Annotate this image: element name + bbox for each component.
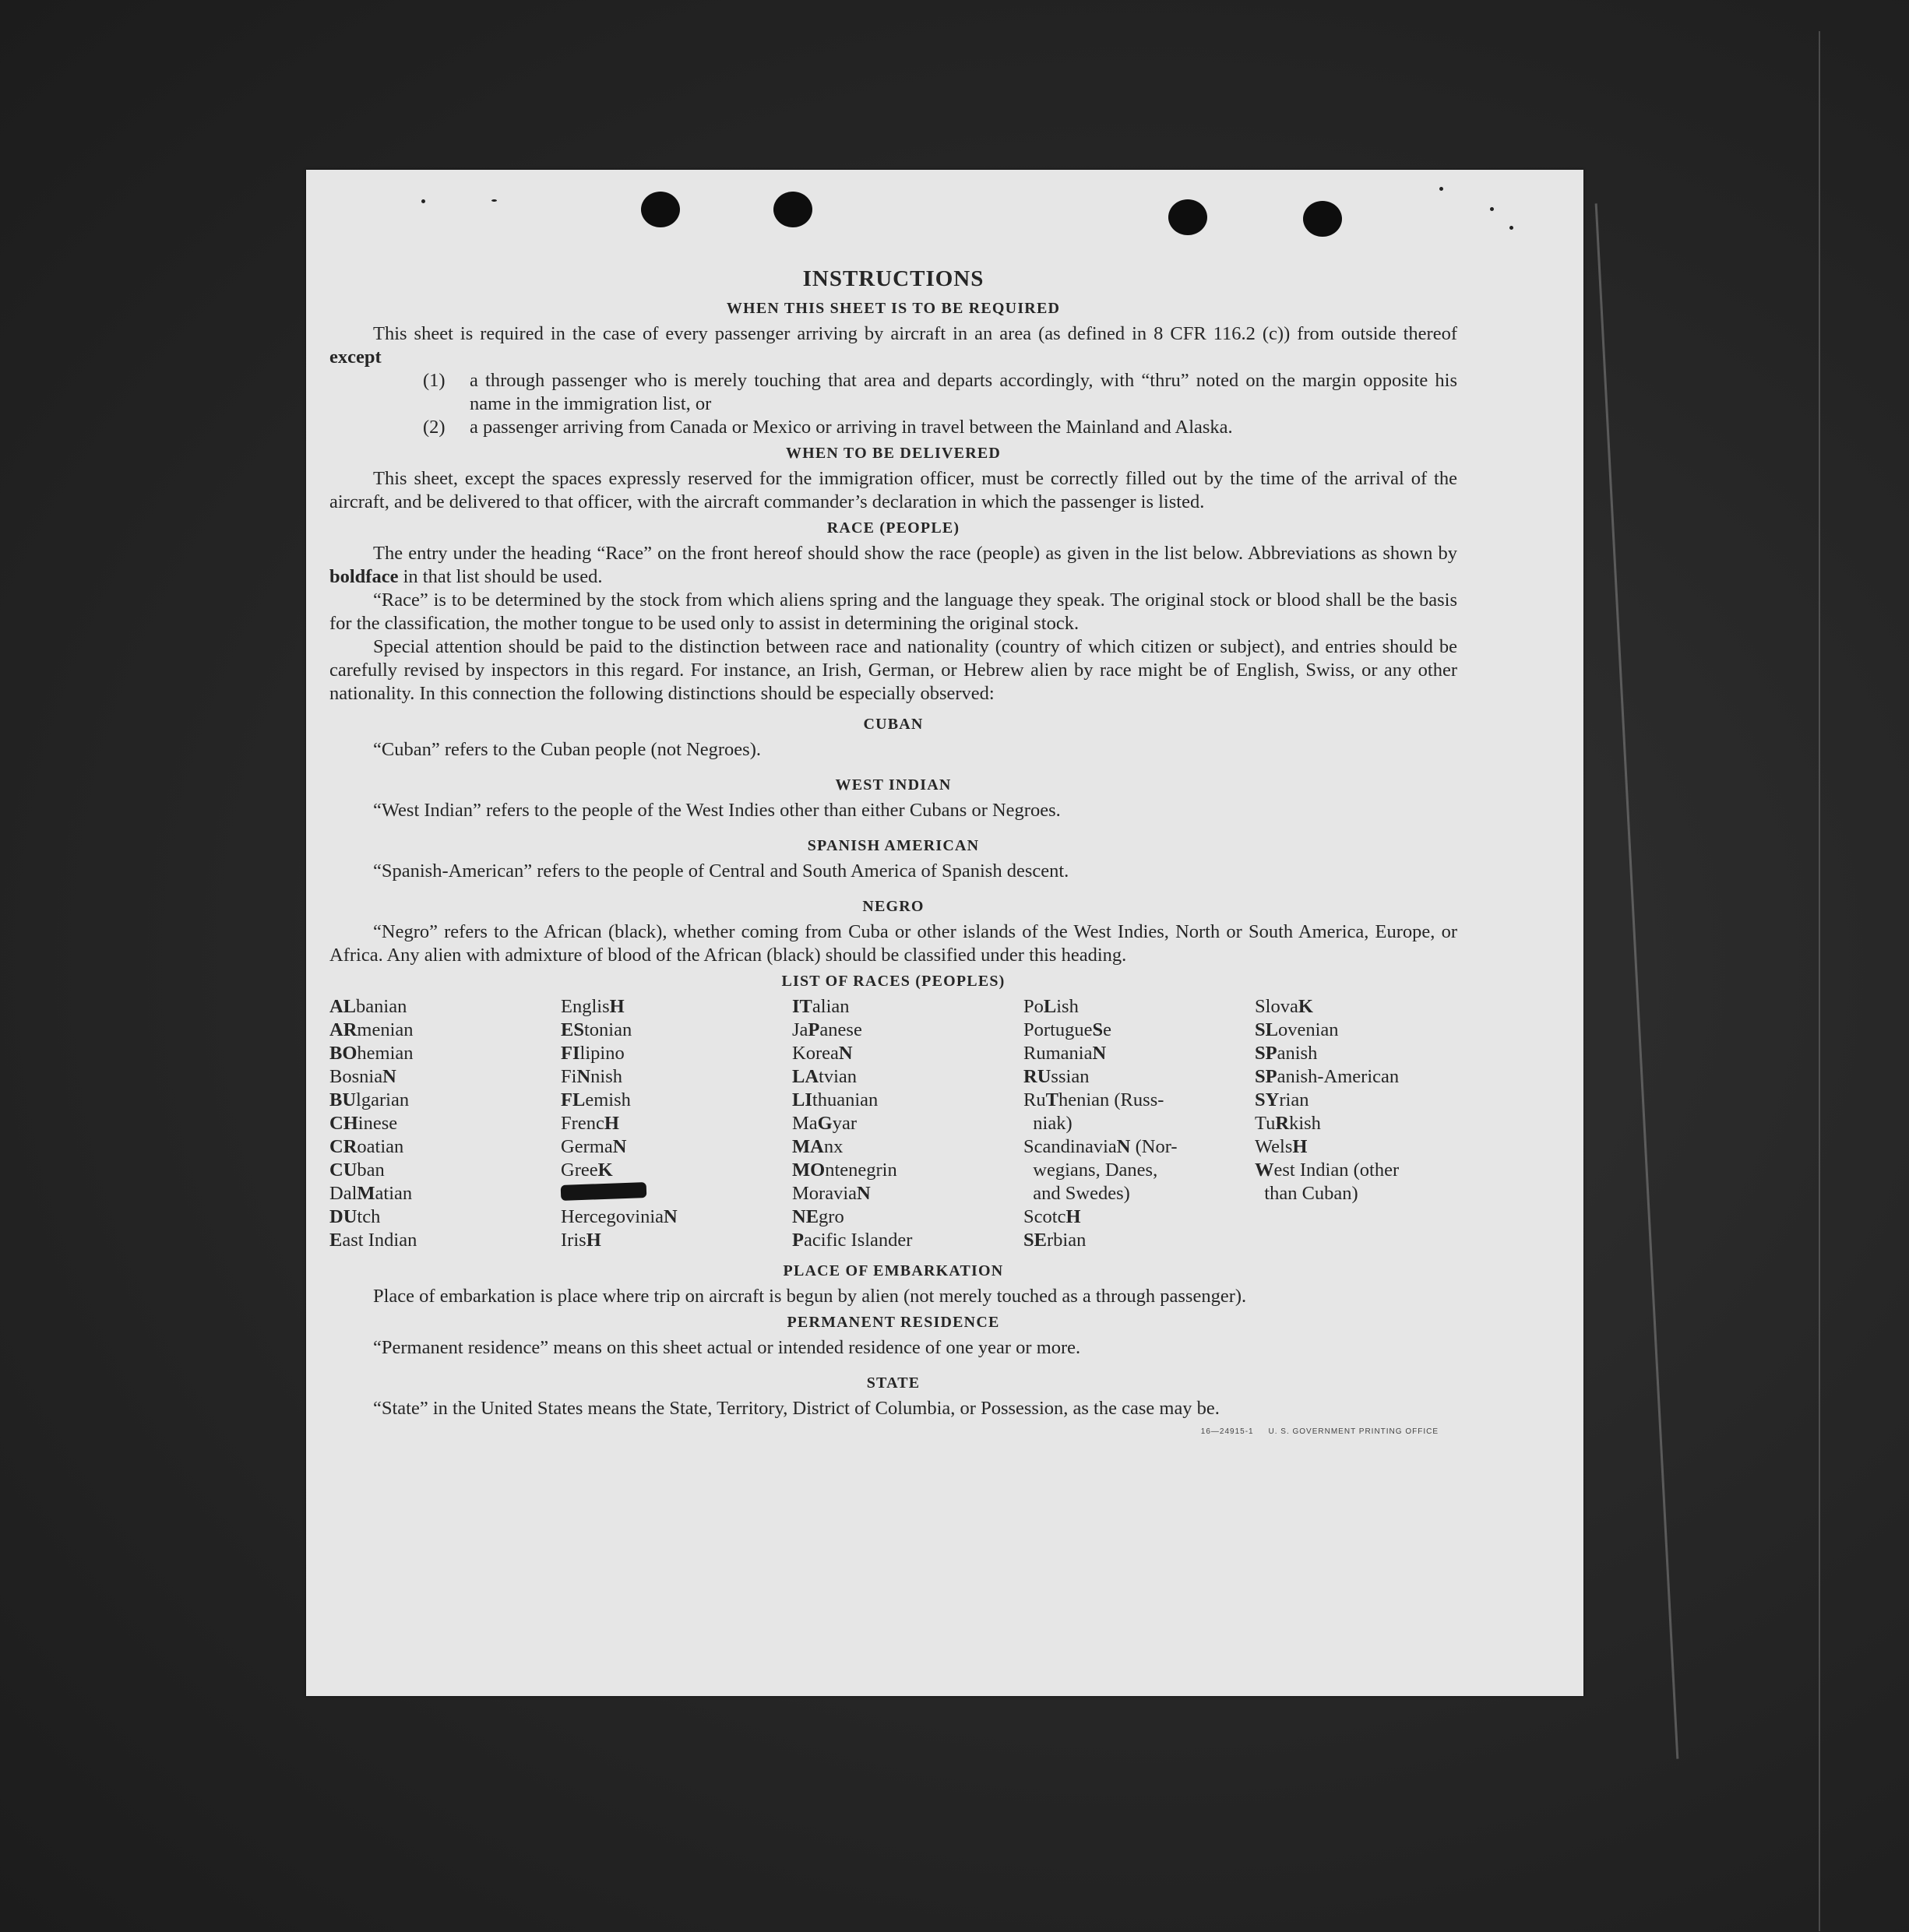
instruction-sheet <box>306 170 1583 1696</box>
races-column <box>1255 995 1486 1252</box>
west-indian-text: “West Indian” refers to the people of the West Indies other than either Cubans or Negroes. <box>373 800 1061 821</box>
heading-race: RACE (PEOPLE) <box>826 519 960 537</box>
race-entry: KoreaN <box>792 1043 853 1064</box>
race-entry: CUban <box>329 1160 385 1181</box>
embarkation-text: Place of embarkation is place where trip on aircraft is begun by alien (not merely touched as a through passenger). <box>373 1286 1247 1307</box>
race-entry: LIthuanian <box>792 1089 879 1110</box>
race-entry: WelsH <box>1255 1136 1308 1157</box>
heading-cuban: CUBAN <box>863 716 924 733</box>
race-entry: ITalian <box>792 996 850 1017</box>
race-entry: LAtvian <box>792 1066 858 1087</box>
race-entry: MOntenegrin <box>792 1160 897 1181</box>
race-entry: ARmenian <box>329 1019 414 1040</box>
races-column <box>329 995 561 1252</box>
heading-list-of-races: LIST OF RACES (PEOPLES) <box>781 973 1006 990</box>
race-entry: niak) <box>1033 1113 1072 1134</box>
race-entry: Pacific Islander <box>792 1230 913 1251</box>
race-entry: DalMatian <box>329 1183 413 1204</box>
dust-speck <box>491 199 497 202</box>
race-entry: DUtch <box>329 1206 381 1227</box>
race-entry: ScandinaviaN (Nor- <box>1023 1136 1178 1157</box>
heading-when-required: WHEN THIS SHEET IS TO BE REQUIRED <box>726 300 1061 317</box>
sheet-content <box>329 265 1457 1444</box>
race-entry: ALbanian <box>329 996 407 1017</box>
race-entry: MoraviaN <box>792 1183 871 1204</box>
race-entry: FiNnish <box>561 1066 623 1087</box>
dust-speck <box>421 199 425 203</box>
race-entry: MaGyar <box>792 1113 858 1134</box>
race-entry: CRoatian <box>329 1136 404 1157</box>
race-entry: West Indian (other <box>1255 1160 1400 1181</box>
race-entry: and Swedes) <box>1033 1183 1130 1204</box>
race-entry: CHinese <box>329 1113 398 1134</box>
punch-hole <box>773 192 812 227</box>
printer-credit: U. S. GOVERNMENT PRINTING OFFICE <box>1268 1427 1439 1436</box>
races-column <box>561 995 792 1252</box>
redaction-mark <box>561 1182 647 1201</box>
race-entry: PoLish <box>1023 996 1079 1017</box>
dust-speck <box>1490 207 1494 211</box>
race-entry: SYrian <box>1255 1089 1309 1110</box>
race-entry: RumaniaN <box>1023 1043 1107 1064</box>
race-entry: SPanish-American <box>1255 1066 1400 1087</box>
heading-permanent-residence: PERMANENT RESIDENCE <box>787 1314 1000 1331</box>
races-column <box>792 995 1023 1252</box>
race-entry: BOhemian <box>329 1043 414 1064</box>
heading-embarkation: PLACE OF EMBARKATION <box>783 1262 1004 1279</box>
race-entry: FLemish <box>561 1089 631 1110</box>
race-entry <box>561 1182 792 1205</box>
race-entry: EnglisH <box>561 996 625 1017</box>
race-entry: RuThenian (Russ- <box>1023 1089 1164 1110</box>
races-list <box>329 995 1457 1252</box>
race-entry: SPanish <box>1255 1043 1318 1064</box>
race-entry: GreeK <box>561 1160 613 1181</box>
race-entry: East Indian <box>329 1230 417 1251</box>
race-paragraph-1: The entry under the heading “Race” on the front hereof should show the race (people) as given in the list below. Abbreviations as shown by boldface in that list should be used. <box>329 543 1457 587</box>
races-column <box>1023 995 1255 1252</box>
page-title: INSTRUCTIONS <box>802 266 984 291</box>
state-text: “State” in the United States means the State, Territory, District of Columbia, or Possession, as the case may be. <box>373 1398 1220 1419</box>
delivered-text: This sheet, except the spaces expressly reserved for the immigration officer, must be correctly filled out by the time of the arrival of the aircraft, and be delivered to that officer, with the aircraft commander’s declaration in which the passenger is listed. <box>329 468 1457 512</box>
race-entry: FrencH <box>561 1113 619 1134</box>
race-entry: SLovenian <box>1255 1019 1339 1040</box>
heading-when-delivered: WHEN TO BE DELIVERED <box>785 445 1002 462</box>
race-entry: BosniaN <box>329 1066 396 1087</box>
race-entry: GermaN <box>561 1136 627 1157</box>
race-entry: JaPanese <box>792 1019 862 1040</box>
race-entry: SlovaK <box>1255 996 1313 1017</box>
form-number: 16—24915-1 <box>1200 1427 1254 1436</box>
heading-state: STATE <box>866 1374 921 1392</box>
dust-speck <box>1509 226 1513 230</box>
race-entry: IrisH <box>561 1230 601 1251</box>
race-entry: EStonian <box>561 1019 632 1040</box>
race-entry: FIlipino <box>561 1043 625 1064</box>
race-entry: SErbian <box>1023 1230 1087 1251</box>
cuban-text: “Cuban” refers to the Cuban people (not Negroes). <box>373 739 761 760</box>
race-entry: RUssian <box>1023 1066 1090 1087</box>
required-intro: This sheet is required in the case of every passenger arriving by aircraft in an area (as defined in 8 CFR 116.2 (c)) from outside thereof except <box>329 323 1457 368</box>
required-item: (1) a through passenger who is merely touching that area and departs accordingly, with “thru” noted on the margin opposite his name in the immigration list, or <box>423 370 1457 414</box>
dust-speck <box>1439 187 1443 191</box>
heading-west-indian: WEST INDIAN <box>835 776 952 794</box>
punch-hole <box>641 192 680 227</box>
heading-negro: NEGRO <box>862 898 925 915</box>
heading-spanish-american: SPANISH AMERICAN <box>807 837 980 854</box>
race-entry: TuRkish <box>1255 1113 1321 1134</box>
punch-hole <box>1168 199 1207 235</box>
spanish-american-text: “Spanish-American” refers to the people of Central and South America of Spanish descent. <box>373 860 1069 882</box>
race-paragraph-2: “Race” is to be determined by the stock from which aliens spring and the language they speak. The original stock or blood shall be the basis for the classification, the mother tongue to be used only to assist in determining the original stock. <box>329 589 1457 634</box>
punch-hole <box>1303 201 1342 237</box>
race-entry: PortugueSe <box>1023 1019 1112 1040</box>
race-entry: MAnx <box>792 1136 844 1157</box>
race-paragraph-3: Special attention should be paid to the distinction between race and nationality (country of which citizen or subject), and entries should be carefully revised by inspectors in this regard. For instance, an Irish, German, or Hebrew alien by race might be of English, Swiss, or any other nationality. In this connection the following distinctions should be especially observed: <box>329 636 1457 704</box>
negro-text: “Negro” refers to the African (black), whether coming from Cuba or other islands of the West Indies, North or South America, Europe, or Africa. Any alien with admixture of blood of the African (black) should be classified under this heading. <box>329 921 1457 966</box>
race-entry: than Cuban) <box>1264 1183 1358 1204</box>
race-entry: NEgro <box>792 1206 844 1227</box>
race-entry: wegians, Danes, <box>1033 1160 1158 1181</box>
race-entry: ScotcH <box>1023 1206 1081 1227</box>
required-item: (2) a passenger arriving from Canada or Mexico or arriving in travel between the Mainland and Alaska. <box>423 417 1233 438</box>
residence-text: “Permanent residence” means on this sheet actual or intended residence of one year or more. <box>373 1337 1081 1358</box>
race-entry: HercegoviniaN <box>561 1206 678 1227</box>
scan-edge-line <box>1819 31 1820 1931</box>
footer <box>329 1420 1457 1444</box>
race-entry: BUlgarian <box>329 1089 410 1110</box>
